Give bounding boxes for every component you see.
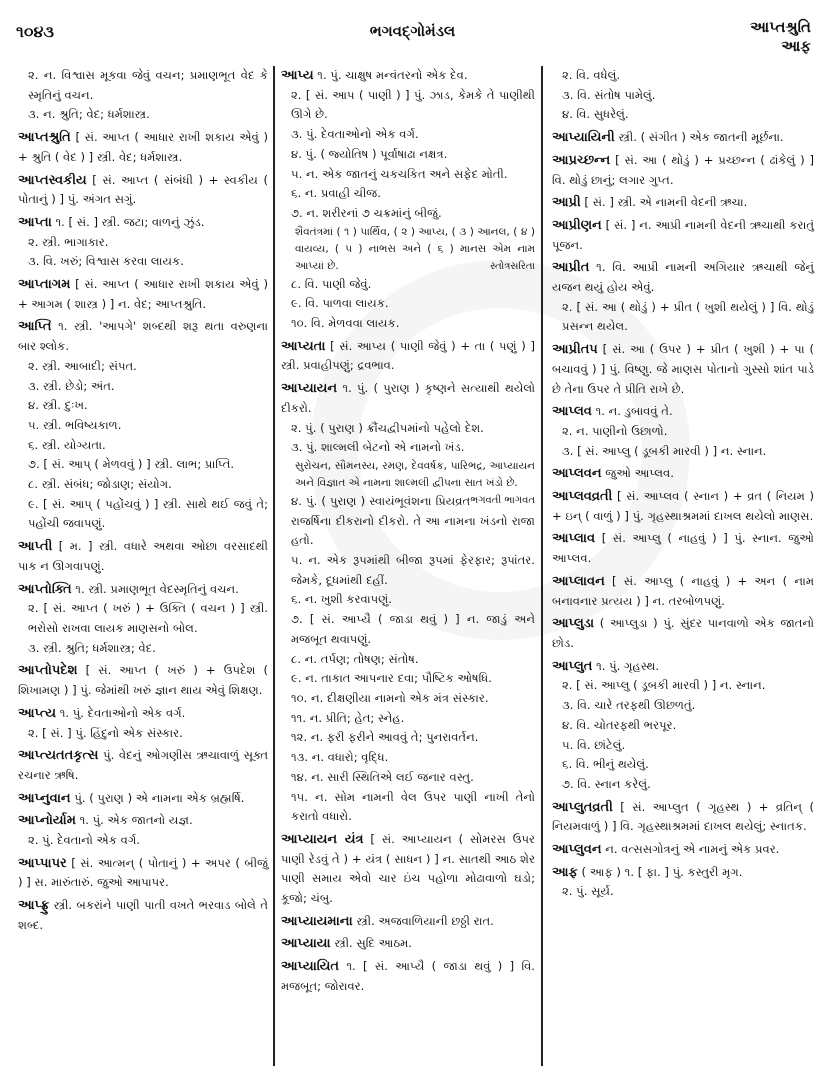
sense: ૬. વિ. ભીનું થયેલું.: [562, 757, 649, 772]
headword: આપ્તી: [18, 539, 53, 555]
sense: ૫. ન. એક જાતનું ચકચકિત અને સફેદ મોતી.: [291, 166, 508, 181]
sense: ન. વત્સસગોત્રનું એ નામનું એક પ્રવર.: [605, 842, 780, 857]
headword: આપ્રીણન: [552, 217, 602, 233]
sense: ૩. વિ. સંતોષ પામેલું.: [562, 87, 656, 102]
headword: આપ્યાયન યંત્ર: [281, 831, 364, 847]
sense: ૧. સ્ત્રી. 'આપગે' શબ્દથી શરૂ થતા વરુણના બાર શ્લોક.: [18, 319, 268, 354]
dictionary-entry: [18, 661, 268, 700]
dictionary-entry: [18, 171, 268, 210]
sense: ૨. વિ. વધેલું.: [562, 68, 621, 82]
sense: ૧. સ્ત્રી. પ્રમાણભૂત વેદસ્મૃતિનું વચન.: [75, 581, 239, 596]
headword: આપ્યાયિત: [281, 959, 339, 975]
sense: ૧૦. ન. દીક્ષણીયા નામનો એક મંત્ર સંસ્કાર.: [291, 690, 489, 705]
sense: ૭. [ સં. આપ્યૈ ( જાડા થવું ) ] ન. જાડું અને મજબૂત થવાપણું.: [291, 612, 535, 646]
sense: ૨. પું. દેવતાનો એક વર્ગ.: [28, 833, 140, 848]
sense: ૨. [ સં. આ ( થોડું ) + પ્રીત ( ખુશી થયેલું ) ] વિ. થોડું પ્રસન્ન થયેલ.: [562, 299, 814, 334]
sense: ૧. વિ. આપ્રી નામની અગિયાર ઋચાથી જેનું યજન થયું હોય એવું.: [552, 260, 814, 295]
headword: આપ્રી: [552, 195, 581, 211]
headword: આપ્તા: [18, 214, 52, 230]
dictionary-entry: [552, 128, 814, 148]
sense: ૮. ન. તર્પણ; તોષણ; સંતોષ.: [291, 651, 419, 666]
page-number: ૧૦૪૩: [16, 22, 55, 41]
headword: આપ્ત્યતતકૃત્સ: [18, 748, 99, 764]
sense: [ સં. આપ્લવ ( સ્નાન ) + વ્રત ( નિયમ ) + ઇન્ ( વાળું ) ] પું. ગૃહસ્થાશ્રમમાં દાખલ થયેલો માણસ.: [552, 489, 814, 523]
sense: ૨. સ્ત્રી. આબાદી; સંપત.: [28, 358, 137, 373]
sense: [ સં. આપ્ત ( આધાર રાખી શકાય એવું ) + આગમ ( શાસ્ત્ર ) ] ન. વેદ; આપ્તશ્રુતિ.: [18, 277, 269, 311]
dictionary-entry: [281, 912, 535, 932]
sense: ૪. પું. ( જ્યોતિષ ) પૂર્વાષાઢા નક્ષત્ર.: [291, 146, 448, 161]
sense: ૭. [ સં. આપ્ ( મેળવવું ) ] સ્ત્રી. લાભ; પ્રાપ્તિ.: [28, 457, 235, 472]
sense: ૪. પું. ( પુરાણ ) સ્વાયંભૂવંશના પ્રિયવ્રત રાજર્ષિના દીકરાનો દીકરો. તે આ નામના ખંડનો રાજા હતો.: [291, 493, 535, 548]
sense: ૭. ન. શરીરનાં ૭ ચક્રમાંનું બીજું.: [291, 205, 442, 220]
quote-text: શૈવતંત્રમાં ( ૧ ) પાર્થિવ, ( ૨ ) આપ્ય, ( ૩ ) આનલ, ( ૪ ) વાયવ્ય, ( ૫ ) નાભસ અને ( ૬ ) માનસ એમ નામ આપ્યાં છે.: [295, 225, 535, 272]
sense: ૭. વિ. સ્નાન કરેલું.: [562, 776, 651, 791]
dictionary-entry: [552, 258, 814, 337]
sense: ૨. સ્ત્રી. ભાગાકાર.: [28, 234, 109, 249]
running-title: ભગવદ્ગોમંડલ: [369, 22, 456, 40]
headword: આપ્પાપર: [18, 855, 67, 871]
sense: ( આપ્લુડા ) પું. સુંદર પાનવાળો એક જાતનો છોડ.: [552, 616, 814, 650]
sense: ૯. [ સં. આપ્ ( પહોંચવું ) ] સ્ત્રી. સાથે થઈ જવું તે; પહોંચી જવાપણું.: [28, 496, 268, 531]
headword: આપ્લવવ્રતી: [552, 489, 613, 505]
guide-words: [750, 18, 811, 56]
dictionary-entry: [281, 934, 535, 954]
column-divider: [541, 66, 543, 1066]
sense: [ સં. ] ન. આપ્રી નામની વેદની ઋચાથી કરાતું પૂજન.: [552, 217, 815, 252]
dictionary-entry: [552, 487, 814, 526]
sense: સ્ત્રી. સુદિ આઠમ.: [334, 936, 412, 951]
sense: ૩. સ્ત્રી. શ્રુતિ; ધર્મશાસ્ત્ર; વેદ.: [28, 640, 156, 655]
dictionary-entry: [552, 614, 814, 653]
sense: [ સં. આપ્ત ( ખરું ) + ઉપદેશ ( શિખામણ ) ] પું. જેમાંથી ખરું જ્ઞાન થાય એવું શિક્ષણ.: [18, 663, 268, 698]
dictionary-entry: [18, 66, 268, 125]
sense: ( આફ ) ૧. [ ફા. ] પું. કસ્તુરી મૃગ.: [581, 864, 743, 879]
sense: ૧. પું. ગૃહસ્થ.: [596, 658, 660, 673]
dictionary-entry: [281, 337, 535, 376]
sense: ૬. ન. પ્રવાહી ચીજ.: [291, 186, 381, 201]
dictionary-entry: [552, 840, 814, 860]
dictionary-entry: [18, 789, 268, 809]
headword: આપ્રીત: [552, 260, 590, 276]
dictionary-entry: [552, 402, 814, 461]
sense: ૮. વિ. પાણી જેવું.: [291, 276, 372, 291]
sense: ૩. પું. દેવતાઓનો એક વર્ગ.: [291, 127, 419, 142]
sense: [ સં. આ ( થોડું ) + પ્રચ્છન્ન ( ઢાંકેલું ) ] વિ. થોડું છાનું; લગાર ગુપ્ત.: [552, 152, 814, 187]
dictionary-entry: [18, 580, 268, 659]
headword: આપ્લુડા: [552, 616, 595, 632]
sense: ૫. વિ. છાંટેલું.: [562, 737, 626, 752]
sense: ૯. વિ. પાળવા લાયક.: [291, 296, 389, 311]
headword: આપ્લુવન: [552, 842, 602, 858]
dictionary-entry: [552, 66, 814, 125]
sense: ૧. ન. ડુબાવવું તે.: [595, 404, 673, 419]
column-3: [552, 66, 814, 905]
headword: આપ્લાવન: [552, 573, 605, 589]
headword: આપ્ફ્રુ: [18, 898, 50, 914]
sense: ૧. [ સં. ] સ્ત્રી. જટા; વાળનું ઝુંડ.: [55, 214, 205, 229]
sense: ૧. પું. ( પુરાણ ) કૃષ્ણને સત્યાથી થયેલો દીકરો.: [281, 381, 535, 415]
headword: આપ્લુતવ્રતી: [552, 799, 613, 815]
dictionary-entry: [281, 66, 535, 334]
headword: આપ્લવ: [552, 404, 592, 420]
dictionary-entry: [18, 213, 268, 272]
dictionary-entry: [281, 957, 535, 996]
sense: [ સં. આપ્ત ( સંબંધી ) + સ્વકીય ( પોતાનું ) ] પું. અંગત સગું.: [18, 172, 268, 207]
sense: પું. ( પુરાણ ) એ નામના એક બ્રહ્મર્ષિ.: [74, 790, 245, 805]
sense: ૨. પું. સૂર્ય.: [562, 884, 614, 899]
sense: ૨. પું. ( પુરાણ ) ક્રૌંચદ્વીપમાંનો પહેલો દેશ.: [291, 420, 484, 435]
sense: [ સં. આપ્યાયન ( સોમરસ ઉપર પાણી રેડવું તે ) + યંત્ર ( સાધન ) ] ન. સાતથી આઠ શેર પાણી સમાય એવો ચાર ઇંચ પહોળા મોઢાવાળો ઘડો; કૂજો; ચંબુ.: [281, 831, 536, 906]
sense: ૬. ન. ખુશી કરવાપણું.: [291, 592, 392, 607]
sense: ૯. ન. તાકાત આપનાર દવા; પૌષ્ટિક ઓષધિ.: [291, 671, 492, 686]
dictionary-entry: [18, 317, 268, 534]
dictionary-entry: [18, 811, 268, 850]
sense: પું. વેદનું ઓગણીસ ઋચાવાળું સૂક્ત રચનાર ઋષિ.: [18, 748, 269, 782]
sense: [ સં. આપ્લુ ( નાહવું ) + અન ( નામ બનાવનાર પ્રત્યય ) ] ન. તરબોળપણું.: [552, 573, 815, 608]
headword: આપ્રીતપ: [552, 342, 598, 358]
citation-quote: [281, 224, 535, 275]
guide-word-first: આપ્તશ્રુતિ: [750, 18, 811, 36]
column-divider: [273, 66, 275, 1066]
dictionary-entry: [552, 340, 814, 399]
dictionary-entry: [18, 275, 268, 314]
headword: આફ: [552, 864, 578, 880]
sense: [ સં. આપ્ય ( પાણી જેવું ) + તા ( પણું ) ] સ્ત્રી. પ્રવાહીપણું; દ્રવભાવ.: [281, 338, 536, 373]
dictionary-entry: [18, 746, 268, 785]
column-2: [281, 66, 535, 1000]
headword: આપ્નોર્યામ: [18, 813, 76, 829]
sense: ૧૦. વિ. મેળવવા લાયક.: [291, 316, 400, 331]
dictionary-entry: [552, 151, 814, 190]
sense: ૫. ન. એક રૂપમાંથી બીજા રૂપમાં ફેરફાર; રૂપાંતર. જેમકે, દૂધમાંથી દહીં.: [291, 553, 535, 587]
quote-source: સ્તોત્રસરિતા: [490, 260, 535, 272]
dictionary-entry: [552, 216, 814, 255]
headword: આપ્તોપદેશ: [18, 663, 78, 679]
sense: ૩. સ્ત્રી. છેડો; અંત.: [28, 378, 115, 393]
page-header: [0, 0, 825, 60]
headword: આપ્યાયન: [281, 381, 338, 397]
sense: [ સં. આપ્ત ( આધાર રાખી શકાય એવું ) + શ્રુતિ ( વેદ ) ] સ્ત્રી. વેદ; ધર્મશાસ્ત્ર.: [18, 130, 269, 164]
sense: ૧. પું. ચાક્ષુષ મન્વંતરનો એક દેવ.: [317, 68, 468, 82]
sense: [ સં. આત્મન્ ( પોતાનું ) + અપર ( બીજું ) ] સ. મારુંતારું. જુઓ આપાપર.: [18, 855, 269, 890]
sense: ૨. [ સં. આપ ( પાણી ) ] પું. ઝાડ, કેમકે તે પાણીથી ઊગે છે.: [291, 87, 535, 122]
sense: સ્ત્રી. અજવાળિયાની છઠ્ઠી રાત.: [356, 913, 494, 928]
dictionary-entry: [552, 572, 814, 611]
sense: ૫. સ્ત્રી. ભવિષ્યકાળ.: [28, 417, 122, 432]
sense: ૨. ન. પાણીનો ઉછાળો.: [562, 423, 668, 438]
dictionary-entry: [18, 854, 268, 893]
sense: ૧. પું. દેવતાઓનો એક વર્ગ.: [59, 705, 186, 720]
sense: ૩. ન. શ્રુતિ; વેદ; ધર્મશાસ્ત્ર.: [28, 107, 150, 122]
sense: ૩. વિ. ખરું; વિશ્વાસ કરવા લાયક.: [28, 254, 184, 269]
dictionary-entry: [552, 464, 814, 484]
dictionary-entry: [281, 830, 535, 909]
sense: ૨. [ સં. ] પું. હિંદુનો એક સંસ્કાર.: [28, 725, 183, 740]
dictionary-entry: [281, 379, 535, 827]
sense: ૩. વિ. ચારે તરફથી ઊછળતું.: [562, 698, 696, 713]
sense: [ સં. આપ્લુત ( ગૃહસ્થ ) + વ્રતિન્ ( નિયમવાળું ) ] વિ. ગૃહસ્થાશ્રમમાં દાખલ થયેલું; સ્નાતક.: [552, 799, 815, 834]
headword: આપ્યાયિની: [552, 130, 615, 146]
sense: ૧૩. ન. વધારો; વૃદ્ધિ.: [291, 750, 389, 765]
sense: ૧. પું. એક જાતનો યજ્ઞ.: [79, 813, 193, 828]
headword: આપ્તશ્રુતિ: [18, 130, 71, 146]
quote-source: ભગવતી ભાગવત: [470, 494, 535, 506]
sense: ૧૧. ન. પ્રીતિ; હેત; સ્નેહ.: [291, 710, 405, 725]
sense: સ્ત્રી. ( સંગીત ) એક જાતની મૂર્છના.: [618, 130, 784, 145]
sense: ૨. ન. વિશ્વાસ મૂકવા જેવું વચન; પ્રમાણભૂત વેદ કે સ્મૃતિનું વચન.: [28, 68, 268, 102]
dictionary-entry: [18, 537, 268, 576]
sense: ૪. વિ. સુધરેલું.: [562, 107, 629, 122]
headword: આપ્નુવાન: [18, 790, 71, 806]
sense: ૮. સ્ત્રી. સંબંધ; જોડાણ; સંયોગ.: [28, 477, 172, 492]
headword: આપ્યાયમાના: [281, 913, 353, 929]
headword: આપ્રચ્છન્ન: [552, 152, 611, 168]
headword: આપ્તાગમ: [18, 277, 71, 293]
sense: ૧૫. ન. સોમ નામની વેલ ઉપર પાણી નાખી તેનો કરાતો વધારો.: [291, 789, 535, 824]
sense: ૪. સ્ત્રી. દુઃખ.: [28, 398, 88, 413]
sense: [ સં. ] સ્ત્રી. એ નામની વેદની ઋચા.: [584, 195, 748, 210]
headword: આપ્લાવ: [552, 531, 596, 547]
guide-word-last: આફ: [781, 37, 811, 55]
headword: આપ્લવન: [552, 466, 602, 482]
sense: ૧૨. ન. ફરી ફરીને આવવું તે; પુનરાવર્તન.: [291, 730, 479, 745]
sense: જુઓ આપ્લવ.: [605, 466, 674, 481]
dictionary-entry: [552, 657, 814, 795]
sense: ૩. પું. શાલ્મલી બેટનો એ નામનો ખંડ.: [291, 440, 465, 455]
headword: આપ્ત્ય: [18, 705, 57, 721]
dictionary-entry: [552, 529, 814, 568]
sense: ૨. [ સં. આપ્ત ( ખરું ) + ઉક્તિ ( વચન ) ] સ્ત્રી. ભરોસો રાખવા લાયક માણસનો બોલ.: [28, 601, 268, 635]
sense: [ સં. આ ( ઉપર ) + પ્રીત ( ખુશી ) + પા ( બચાવવું ) ] પું. વિષ્ણુ. જે માણસ પોતાનો ગુસ્સો શાંત પાડે છે તેના ઉપર તે પ્રીતિ રાખે છે.: [552, 342, 814, 396]
headword: આપ્યતા: [281, 338, 326, 354]
sense: [ સં. આપ્લુ ( નાહવું ) ] પું. સ્નાન. જુઓ આપ્લવ.: [552, 531, 815, 566]
sense: ૧. [ સં. આપ્યૈ ( જાડા થવું ) ] વિ. મજબૂત; જોરાવર.: [281, 959, 535, 993]
sense: ૨. [ સં. આપ્લુ ( ડૂબકી મારવી ) ] ન. સ્નાન.: [562, 678, 766, 693]
column-1: [18, 66, 268, 939]
dictionary-entry: [18, 704, 268, 743]
sense: ૩. [ સં. આપ્લુ ( ડૂબકી મારવી ) ] ન. સ્નાન.: [562, 443, 767, 458]
sense: [ મ. ] સ્ત્રી. વધારે અથવા ઓછા વરસાદથી પાક ન ઊગવાપણું.: [18, 539, 268, 573]
dictionary-entry: [552, 798, 814, 837]
sense: સ્ત્રી. બકરાંને પાણી પાતી વખતે ભરવાડ બોલે તે શબ્દ.: [18, 898, 269, 932]
dictionary-entry: [552, 193, 814, 213]
dictionary-entry: [18, 128, 268, 167]
quote-text: સુરોચન, સૌમનસ્ય, રમણ, દેવવર્ષક, પારિભદ્ર, આપ્યાયન અને વિજ્ઞાત એ નામના શાલ્મલી દ્વીપના સાત ખંડો છે.: [295, 459, 535, 489]
sense: ૪. વિ. ચોતરફથી ભરપૂર.: [562, 717, 677, 732]
sense: ૬. સ્ત્રી. યોગ્યતા.: [28, 437, 106, 452]
dictionary-entry: [18, 896, 268, 935]
headword: આપ્તસ્વકીય: [18, 172, 87, 188]
headword: આપ્યાયા: [281, 936, 331, 952]
headword: આપ્લુત: [552, 658, 593, 674]
headword: આપ્તિ: [18, 319, 52, 335]
sense: ૧૪. ન. સારી સ્થિતિએ લઈ જનાર વસ્તુ.: [291, 769, 474, 784]
citation-quote: [281, 458, 535, 506]
headword: આપ્ય: [281, 68, 314, 83]
headword: આપ્તોક્તિ: [18, 581, 72, 597]
dictionary-entry: [552, 863, 814, 902]
